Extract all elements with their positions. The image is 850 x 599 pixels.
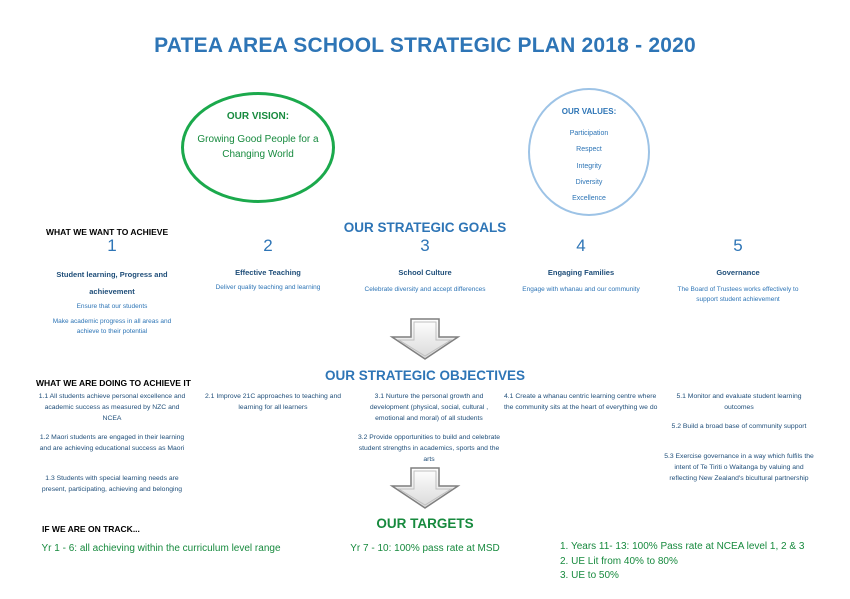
objectives-heading: OUR STRATEGIC OBJECTIVES (324, 368, 526, 383)
target-right-list (560, 540, 840, 584)
value-item: Respect (576, 146, 602, 154)
value-item: Integrity (576, 162, 602, 170)
goal-desc-5: The Board of Trustees works effectively to support student achievement (677, 286, 799, 303)
objective-4-1: 4.1 Create a whanau centric learning centre where the community sits at the heart of everything we do (504, 393, 658, 411)
objective-2-1: 2.1 Improve 21C approaches to teaching and learning for all learners (204, 393, 342, 411)
objective-3-1: 3.1 Nurture the personal growth and development (physical, social, cultural , emotional and moral) of all students (369, 393, 489, 422)
goal-name-4: Engaging Families (547, 268, 615, 277)
objective-3-2: 3.2 Provide opportunities to build and celebrate student strengths in academics, sports and the arts (357, 434, 501, 463)
values-heading: OUR VALUES: (561, 107, 617, 116)
target-middle: Yr 7 - 10: 100% pass rate at MSD (350, 543, 500, 554)
value-item: Diversity (575, 178, 603, 186)
achieve-heading: WHAT WE WANT TO ACHIEVE (46, 227, 169, 237)
objective-1-1: 1.1 All students achieve personal excellence and academic success as measured by NZC and NCEA (38, 393, 186, 422)
goal-desc-2: Deliver quality teaching and learning (215, 284, 321, 291)
goal-number-3: 3 (420, 236, 430, 255)
down-arrow-icon (389, 317, 461, 361)
goal-desc-3: Celebrate diversity and accept differences (364, 286, 486, 293)
objective-1-3: 1.3 Students with special learning needs are present, participating, achieving and belonging (41, 475, 183, 493)
targets-heading: OUR TARGETS (376, 516, 474, 531)
goal-number-5: 5 (733, 236, 743, 255)
goal-name-3: School Culture (398, 268, 452, 277)
goal-number-2: 2 (263, 236, 273, 255)
goal-name-1: Student learning, Progress and achievement (56, 270, 168, 296)
goals-heading: OUR STRATEGIC GOALS (343, 220, 507, 235)
target-right-item: 2. UE Lit from 40% to 80% (560, 555, 678, 567)
values-list (528, 126, 650, 207)
page-title: PATEA AREA SCHOOL STRATEGIC PLAN 2018 - 2020 (154, 34, 696, 57)
goal-name-5: Governance (716, 268, 760, 277)
doing-heading: WHAT WE ARE DOING TO ACHIEVE IT (36, 378, 191, 388)
goal-number-4: 4 (576, 236, 586, 255)
goal-number-1: 1 (107, 236, 117, 255)
objective-5-2: 5.2 Build a broad base of community support (671, 423, 807, 430)
objective-1-2: 1.2 Maori students are engaged in their learning and are achieving educational success as Maori (39, 434, 185, 452)
value-item: Participation (569, 130, 609, 137)
down-arrow-icon (389, 466, 461, 510)
target-right-item: 1. Years 11- 13: 100% Pass rate at NCEA level 1, 2 & 3 (560, 541, 805, 552)
value-item: Excellence (572, 195, 606, 203)
goal-desc-1a: Ensure that our students (76, 303, 148, 310)
target-left: Yr 1 - 6: all achieving within the curriculum level range (41, 543, 281, 554)
objective-5-3: 5.3 Exercise governance in a way which fulfils the intent of Te Tiriti o Waitanga by valuing and reflecting New Zealand's bicultural partnership (664, 453, 814, 482)
vision-heading: OUR VISION: (226, 111, 290, 122)
goal-name-2: Effective Teaching (235, 268, 301, 277)
target-right-item: 3. UE to 50% (560, 570, 619, 581)
goal-desc-4: Engage with whanau and our community (522, 286, 640, 293)
goal-desc-1b: Make academic progress in all areas and achieve to their potential (52, 318, 172, 335)
vision-text: Growing Good People for a Changing World (197, 134, 319, 160)
objective-5-1: 5.1 Monitor and evaluate student learning outcomes (676, 393, 802, 411)
track-heading: IF WE ARE ON TRACK... (42, 524, 140, 534)
